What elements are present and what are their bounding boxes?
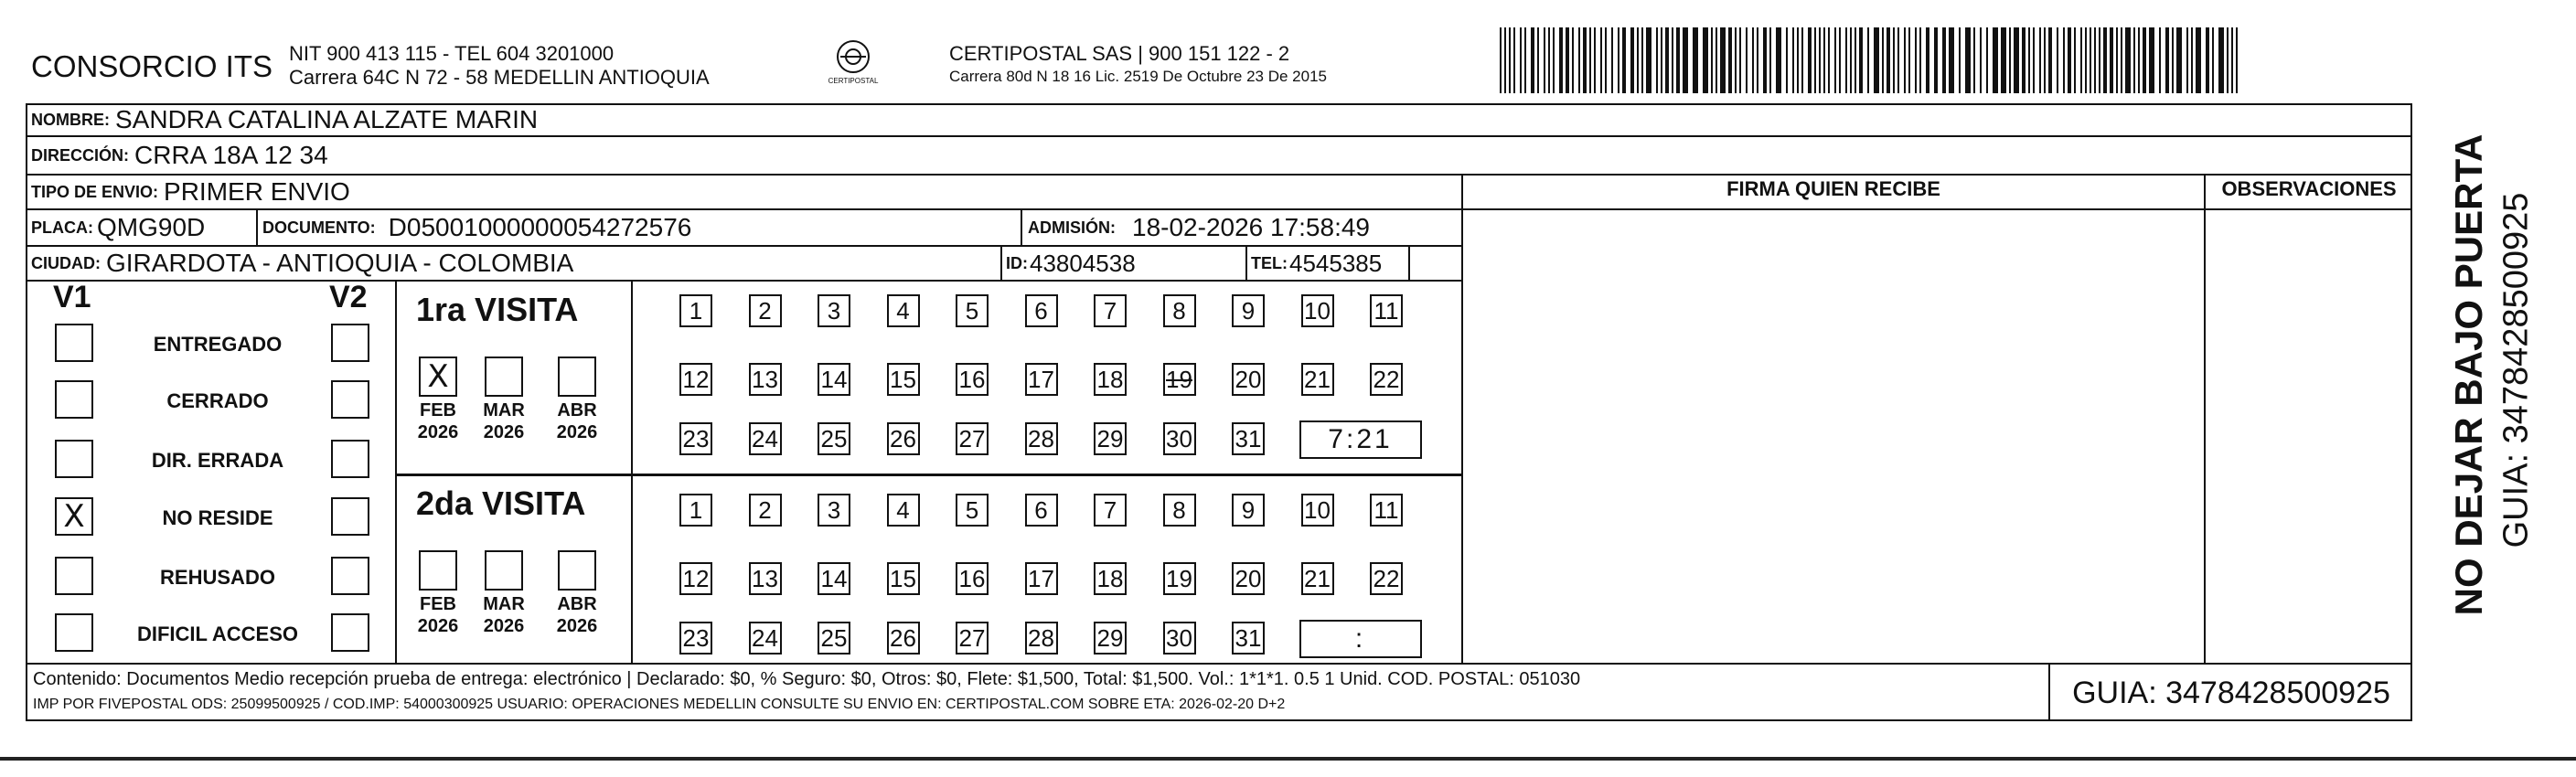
day-box[interactable]: 22	[1370, 363, 1403, 396]
time-box[interactable]: 7:21	[1299, 420, 1422, 459]
direccion-value: CRRA 18A 12 34	[134, 141, 328, 169]
status-label: DIR. ERRADA	[151, 449, 284, 472]
admision-row	[1028, 210, 1370, 245]
day-box[interactable]: 26	[887, 622, 920, 655]
company-name: CONSORCIO ITS	[31, 49, 273, 83]
day-box[interactable]: 4	[887, 294, 920, 327]
day-box[interactable]: 19	[1163, 562, 1196, 595]
nombre-value: SANDRA CATALINA ALZATE MARIN	[115, 105, 539, 133]
day-box[interactable]: 6	[1025, 494, 1058, 527]
day-box[interactable]: 10	[1301, 494, 1334, 527]
certipostal-logo-icon	[828, 37, 879, 95]
status-v2-checkbox[interactable]	[331, 557, 369, 595]
column-divider	[2204, 176, 2206, 663]
scan-edge	[0, 757, 2576, 761]
company-line-1: NIT 900 413 115 - TEL 604 3201000	[289, 42, 615, 65]
v2-header: V2	[329, 280, 368, 314]
month-checkbox[interactable]	[485, 550, 523, 591]
tel-value: 4545385	[1289, 249, 1383, 277]
months-divider	[631, 280, 633, 663]
day-box[interactable]: 26	[887, 422, 920, 455]
month-checkbox[interactable]	[419, 550, 457, 591]
day-box[interactable]: 31	[1232, 422, 1265, 455]
column-divider	[1461, 176, 1463, 663]
day-box[interactable]: 24	[749, 422, 782, 455]
day-box[interactable]: 8	[1163, 294, 1196, 327]
day-box[interactable]: 25	[818, 422, 850, 455]
day-box[interactable]: 15	[887, 363, 920, 396]
tipo-value: PRIMER ENVIO	[164, 177, 350, 206]
cell-divider	[1408, 247, 1410, 282]
day-box[interactable]: 13	[749, 562, 782, 595]
certipostal-line-2: Carrera 80d N 18 16 Lic. 2519 De Octubre 23 De 2015	[949, 68, 1327, 85]
status-v2-checkbox[interactable]	[331, 324, 369, 362]
status-label: NO RESIDE	[162, 506, 273, 529]
day-box[interactable]: 9	[1232, 494, 1265, 527]
year-label: 2026	[483, 616, 525, 636]
certipostal-line-1: CERTIPOSTAL SAS | 900 151 122 - 2	[949, 42, 1290, 65]
status-label: CERRADO	[166, 389, 269, 412]
day-box[interactable]: 29	[1094, 422, 1127, 455]
day-box[interactable]: 3	[818, 494, 850, 527]
cell-divider	[256, 210, 258, 245]
documento-label: DOCUMENTO:	[262, 218, 376, 237]
month-label: MAR	[483, 594, 525, 614]
status-v1-checkbox[interactable]	[55, 324, 93, 362]
year-label: 2026	[483, 422, 525, 442]
month-label: FEB	[420, 400, 456, 420]
day-box[interactable]: 11	[1370, 494, 1403, 527]
month-checkbox[interactable]	[485, 357, 523, 397]
day-box[interactable]: 1	[679, 494, 712, 527]
day-box[interactable]: 31	[1232, 622, 1265, 655]
placa-value: QMG90D	[97, 213, 206, 241]
day-box[interactable]: 22	[1370, 562, 1403, 595]
ciudad-row	[31, 247, 573, 280]
status-v1-checkbox[interactable]	[55, 380, 93, 419]
id-value: 43804538	[1030, 249, 1136, 277]
status-label: ENTREGADO	[153, 333, 283, 356]
direccion-label: DIRECCIÓN:	[31, 145, 129, 165]
day-box[interactable]: 19	[1163, 363, 1196, 396]
time-box[interactable]: :	[1299, 620, 1422, 658]
tel-row	[1251, 247, 1382, 280]
day-box[interactable]: 6	[1025, 294, 1058, 327]
day-box[interactable]: 12	[679, 363, 712, 396]
month-checkbox[interactable]	[558, 357, 596, 397]
day-box[interactable]: 20	[1232, 363, 1265, 396]
direccion-row	[31, 137, 328, 174]
status-v2-checkbox[interactable]	[331, 497, 369, 536]
nombre-row	[31, 103, 538, 136]
id-row	[1006, 247, 1136, 280]
admision-value: 18-02-2026 17:58:49	[1132, 213, 1370, 241]
cell-divider	[1000, 247, 1002, 280]
status-v2-checkbox[interactable]	[331, 440, 369, 478]
day-box[interactable]: 7	[1094, 494, 1127, 527]
placa-row	[31, 210, 205, 245]
day-box[interactable]: 17	[1025, 363, 1058, 396]
day-box[interactable]: 30	[1163, 622, 1196, 655]
tipo-label: TIPO DE ENVIO:	[31, 182, 159, 201]
day-box[interactable]: 21	[1301, 363, 1334, 396]
id-label: ID:	[1006, 253, 1028, 272]
day-box[interactable]: 8	[1163, 494, 1196, 527]
visita-divider	[395, 474, 1463, 476]
month-label: ABR	[557, 594, 597, 614]
documento-row	[262, 210, 691, 245]
day-box[interactable]: 20	[1232, 562, 1265, 595]
day-box[interactable]: 21	[1301, 562, 1334, 595]
day-box[interactable]: 4	[887, 494, 920, 527]
footer-guia: GUIA: 3478428500925	[2072, 675, 2390, 710]
day-box[interactable]: 29	[1094, 622, 1127, 655]
day-box[interactable]: 2	[749, 294, 782, 327]
day-box[interactable]: 28	[1025, 422, 1058, 455]
side-warning: NO DEJAR BAJO PUERTA	[2447, 133, 2490, 616]
day-box[interactable]: 5	[956, 494, 989, 527]
placa-label: PLACA:	[31, 218, 93, 237]
status-v2-checkbox[interactable]	[331, 613, 369, 652]
day-box[interactable]: 9	[1232, 294, 1265, 327]
logo-caption: CERTIPOSTAL	[828, 77, 879, 85]
month-checkbox[interactable]	[558, 550, 596, 591]
cell-divider	[1245, 247, 1247, 280]
status-label: REHUSADO	[160, 566, 275, 589]
status-v1-checkbox[interactable]	[55, 613, 93, 652]
day-box[interactable]: 5	[956, 294, 989, 327]
day-box[interactable]: 27	[956, 622, 989, 655]
day-box[interactable]: 14	[818, 363, 850, 396]
day-box[interactable]: 2	[749, 494, 782, 527]
certipostal-logo	[828, 37, 879, 95]
day-box[interactable]: 11	[1370, 294, 1403, 327]
footer-line-2: IMP POR FIVEPOSTAL ODS: 25099500925 / COD.IMP: 54000300925 USUARIO: OPERACIONES MEDELLIN CONSULTE SU ENVIO EN: CERTIPOSTAL.COM SOBRE ETA: 2026-02-20 D+2	[33, 697, 1286, 712]
side-guia: GUIA: 3478428500925	[2496, 192, 2536, 548]
day-box[interactable]: 17	[1025, 562, 1058, 595]
month-label: FEB	[420, 594, 456, 614]
month-label: ABR	[557, 400, 597, 420]
day-box[interactable]: 12	[679, 562, 712, 595]
day-box[interactable]: 18	[1094, 363, 1127, 396]
company-line-2: Carrera 64C N 72 - 58 MEDELLIN ANTIOQUIA	[289, 66, 710, 89]
visita2-title: 2da VISITA	[416, 484, 586, 522]
status-v1-checkbox[interactable]	[55, 557, 93, 595]
month-checkbox[interactable]: X	[419, 357, 457, 397]
footer-line-1: Contenido: Documentos Medio recepción prueba de entrega: electrónico | Declarado: $0, % Seguro: $0, Otros: $0, Flete: $1,500, Total: $1,500. Vol.: 1*1*1. 0.5 1 Unid. COD. POSTAL: 051030	[33, 669, 1581, 689]
year-label: 2026	[417, 422, 459, 442]
day-box[interactable]: 10	[1301, 294, 1334, 327]
day-box[interactable]: 16	[956, 562, 989, 595]
observaciones-header: OBSERVACIONES	[2221, 177, 2397, 200]
documento-value: D05001000000054272576	[388, 213, 692, 241]
day-box[interactable]: 3	[818, 294, 850, 327]
status-v1-checkbox[interactable]	[55, 440, 93, 478]
day-box[interactable]: 30	[1163, 422, 1196, 455]
year-label: 2026	[556, 422, 598, 442]
day-box[interactable]: 23	[679, 422, 712, 455]
day-box[interactable]: 23	[679, 622, 712, 655]
ciudad-value: GIRARDOTA - ANTIOQUIA - COLOMBIA	[106, 249, 574, 277]
day-box[interactable]: 15	[887, 562, 920, 595]
year-label: 2026	[417, 616, 459, 636]
day-box[interactable]: 13	[749, 363, 782, 396]
barcode	[1500, 27, 2250, 93]
day-box[interactable]: 24	[749, 622, 782, 655]
ciudad-label: CIUDAD:	[31, 253, 101, 272]
day-box[interactable]: 27	[956, 422, 989, 455]
day-box[interactable]: 14	[818, 562, 850, 595]
day-box[interactable]: 1	[679, 294, 712, 327]
day-box[interactable]: 7	[1094, 294, 1127, 327]
cell-divider	[1021, 210, 1022, 245]
status-divider	[395, 280, 397, 663]
admision-label: ADMISIÓN:	[1028, 218, 1116, 237]
day-box[interactable]: 16	[956, 363, 989, 396]
row-divider	[26, 280, 1463, 282]
status-v2-checkbox[interactable]	[331, 380, 369, 419]
day-box[interactable]: 25	[818, 622, 850, 655]
tel-label: TEL:	[1251, 253, 1288, 272]
row-divider	[26, 174, 2412, 176]
day-box[interactable]: 28	[1025, 622, 1058, 655]
day-box[interactable]: 18	[1094, 562, 1127, 595]
year-label: 2026	[556, 616, 598, 636]
month-label: MAR	[483, 400, 525, 420]
nombre-label: NOMBRE:	[31, 110, 110, 129]
v1-header: V1	[53, 280, 91, 314]
firma-header: FIRMA QUIEN RECIBE	[1726, 177, 1940, 200]
status-label: DIFICIL ACCESO	[136, 623, 298, 645]
status-v1-checkbox[interactable]: X	[55, 497, 93, 536]
tipo-row	[31, 176, 350, 208]
visita1-title: 1ra VISITA	[416, 291, 579, 328]
